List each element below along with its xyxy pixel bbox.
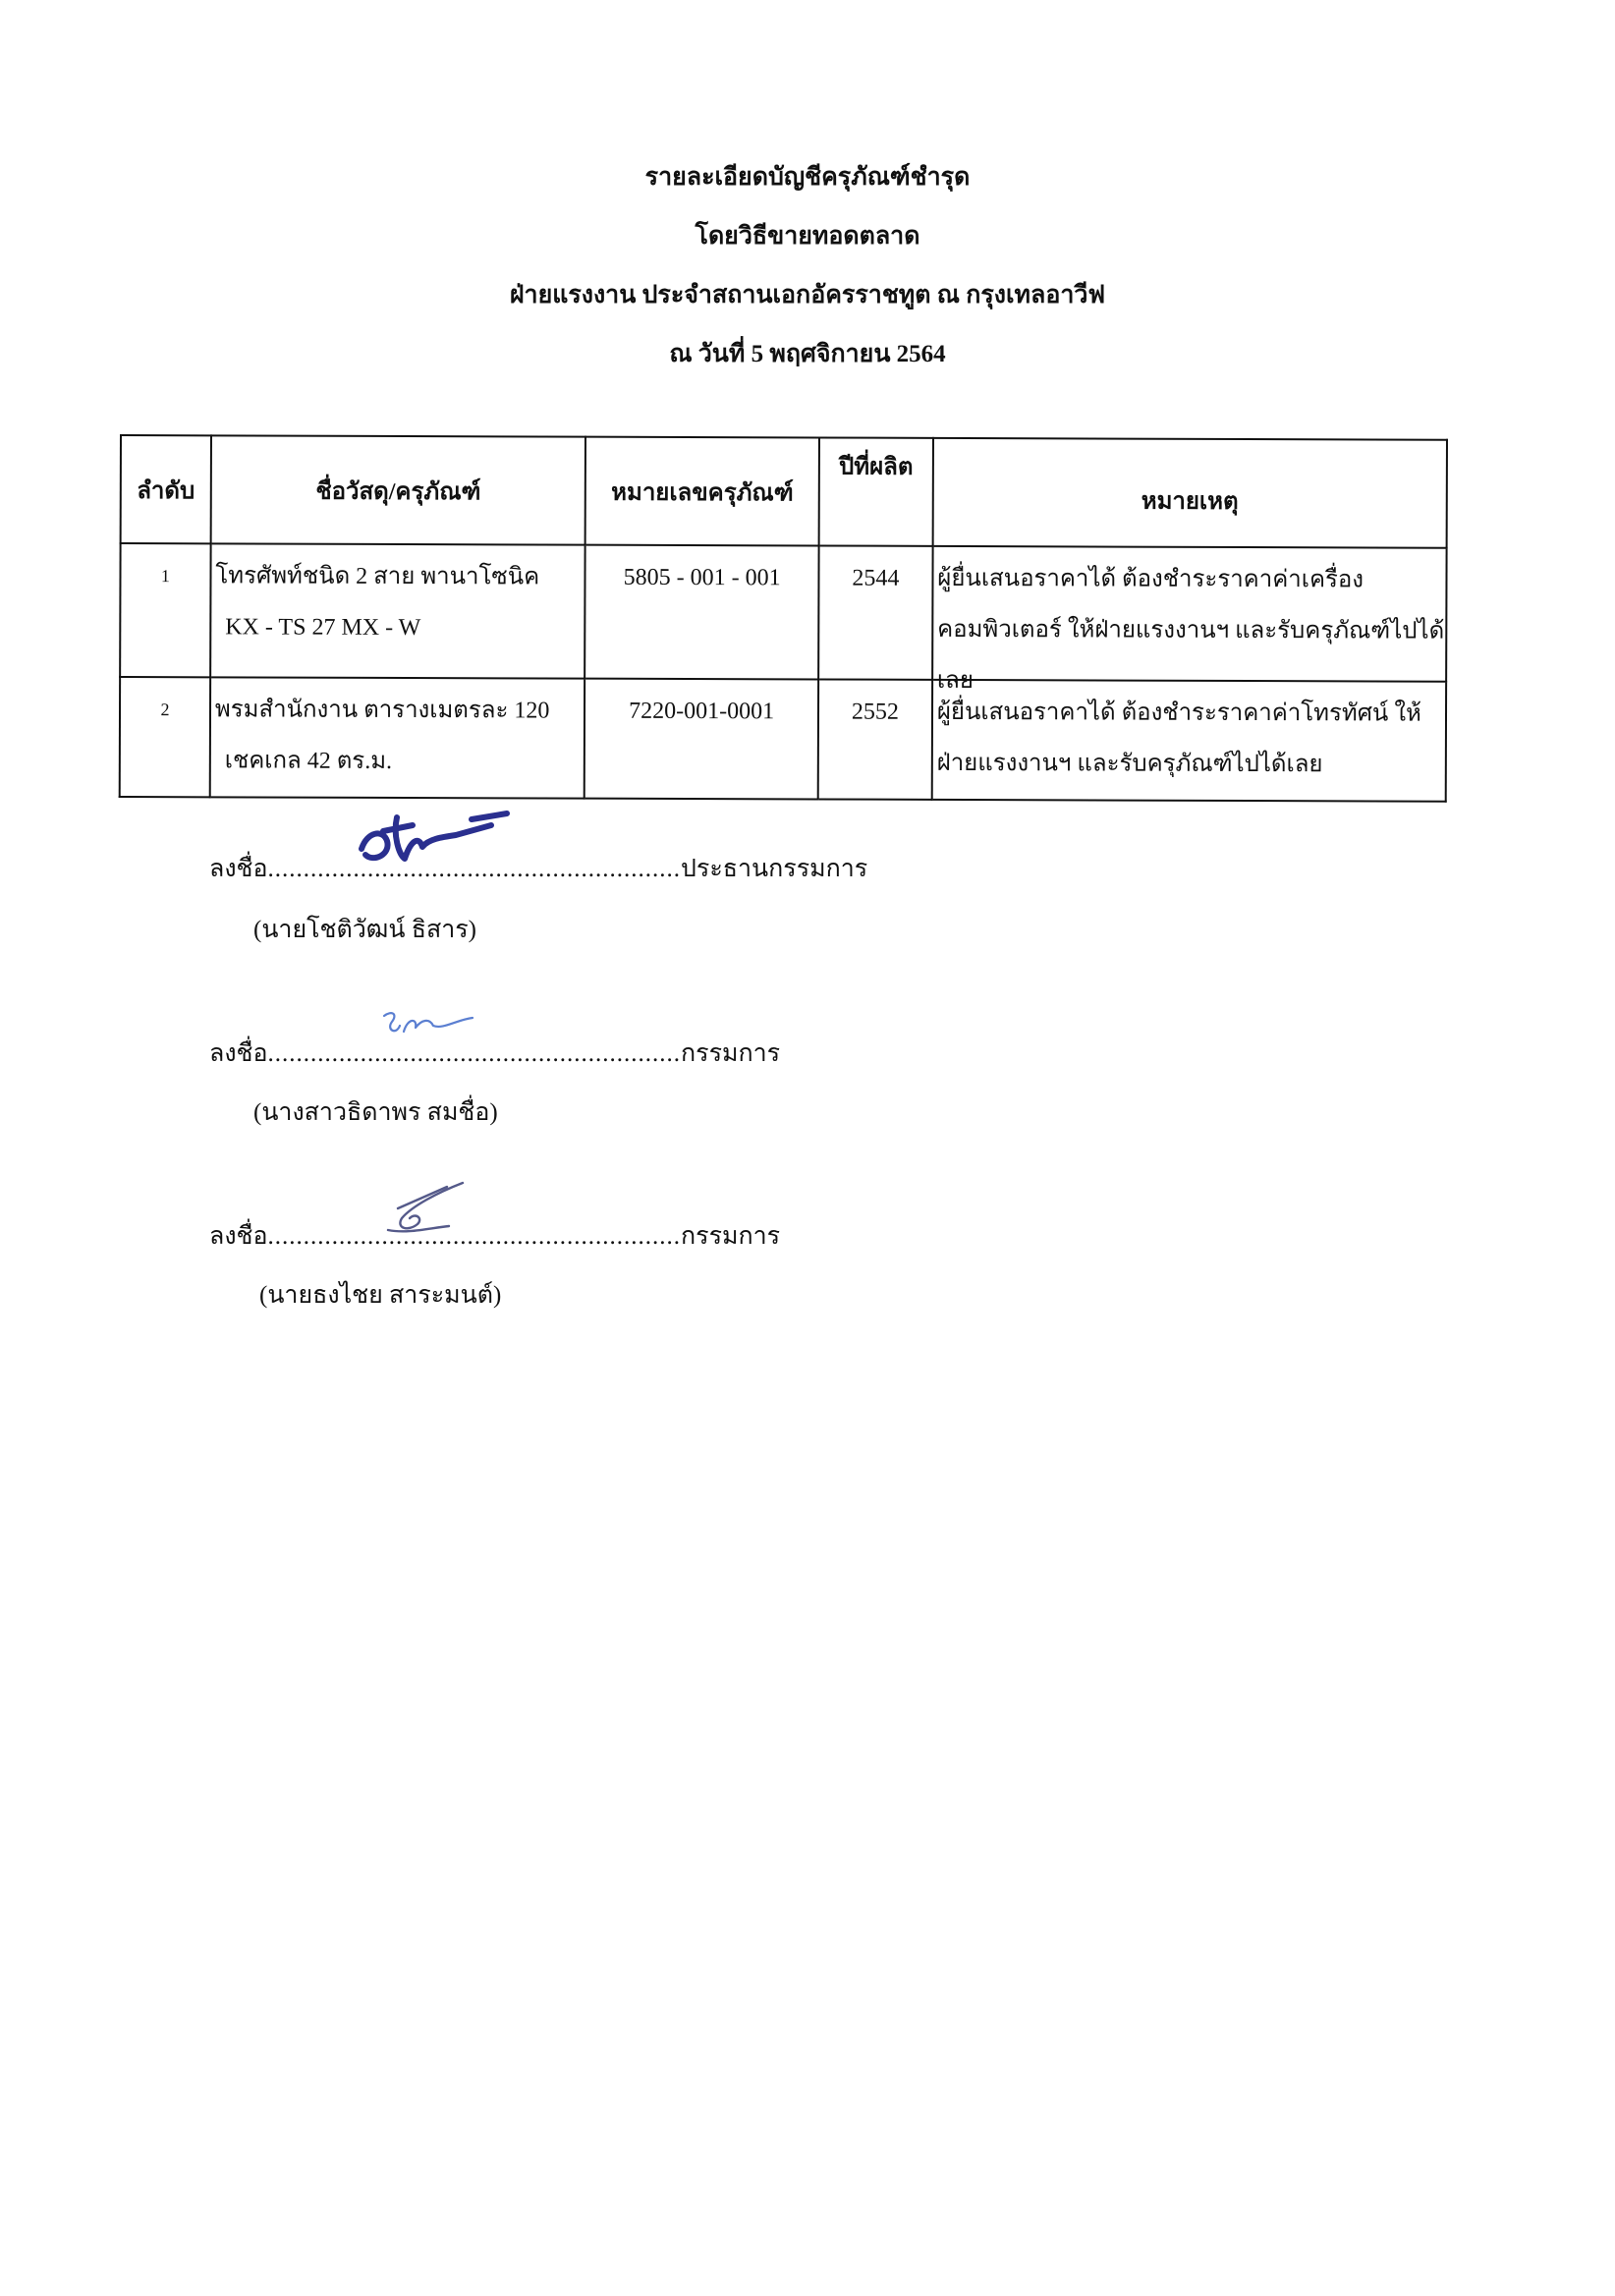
signature-line-chairman [209,849,867,888]
column-header-no: ลำดับ [121,435,211,543]
cell-note [932,680,1447,802]
document-title: รายละเอียดบัญชีครุภัณฑ์ชำรุด [644,164,971,191]
signature-line-member-2 [209,1216,780,1256]
signature-image-3 [378,1179,476,1238]
item-model: KX - TS 27 MX - W [225,614,421,642]
sign-role: กรรมการ [681,1040,781,1067]
cell-year: 2544 [818,545,932,679]
column-header-year: ปีที่ผลิต [819,437,933,545]
column-header-code: หมายเลขครุภัณฑ์ [585,437,819,546]
sign-dots: .......................................................... [267,1040,682,1067]
sale-method: โดยวิธีขายทอดตลาด [695,223,920,250]
office-name: ฝ่ายแรงงาน ประจำสถานเอกอัครราชทูต ณ กรุงเทลอาวีฟ [509,282,1106,308]
member-2-name: (นายธงไชย สาระมนต์) [259,1282,502,1309]
document-date: ณ วันที่ 5 พฤศจิกายน 2564 [669,341,946,367]
sign-dots: .......................................................... [267,1223,682,1250]
cell-code: 7220-001-0001 [585,679,818,800]
table-row [120,543,1446,682]
cell-name [210,677,585,798]
signature-image-1 [354,812,521,870]
sign-role: กรรมการ [681,1223,781,1250]
cell-no: 1 [120,543,210,677]
cell-code: 5805 - 001 - 001 [585,545,818,680]
member-1-name: (นางสาวธิดาพร สมชื่อ) [253,1099,498,1126]
column-header-name: ชื่อวัสดุ/ครุภัณฑ์ [211,435,586,544]
table-header-row [121,435,1447,548]
item-detail: เชคเกล 42 ตร.ม. [224,748,393,774]
item-name: พรมสำนักงาน ตารางเมตรละ 120 [214,697,550,724]
asset-table [119,434,1448,803]
signature-line-member-1 [209,1034,780,1073]
note-text: ผู้ยื่นเสนอราคาได้ ต้องชำระราคาค่าเครื่องคอมพิวเตอร์ ให้ฝ่ายแรงงานฯ และรับครุภัณฑ์ไปได้เลย [936,565,1445,695]
sign-label: ลงชื่อ [209,856,268,882]
cell-no: 2 [120,677,210,797]
sign-label: ลงชื่อ [209,1223,268,1250]
cell-name [210,543,585,678]
sign-role: ประธานกรรมการ [681,856,868,882]
document-header [0,163,1615,399]
chairman-name: (นายโชติวัฒน์ ธิสาร) [253,917,477,943]
note-text: ผู้ยื่นเสนอราคาได้ ต้องชำระราคาค่าโทรทัศน์ ให้ฝ่ายแรงงานฯ และรับครุภัณฑ์ไปได้เลย [936,699,1421,778]
sign-label: ลงชื่อ [209,1040,268,1067]
signature-image-2 [378,1006,486,1045]
sign-dots: .......................................................... [267,856,682,882]
column-header-note: หมายเหตุ [932,438,1447,548]
item-name: โทรศัพท์ชนิด 2 สาย พานาโซนิค [215,563,540,590]
cell-year: 2552 [818,679,932,799]
cell-note [932,546,1447,695]
table-row [120,677,1446,802]
